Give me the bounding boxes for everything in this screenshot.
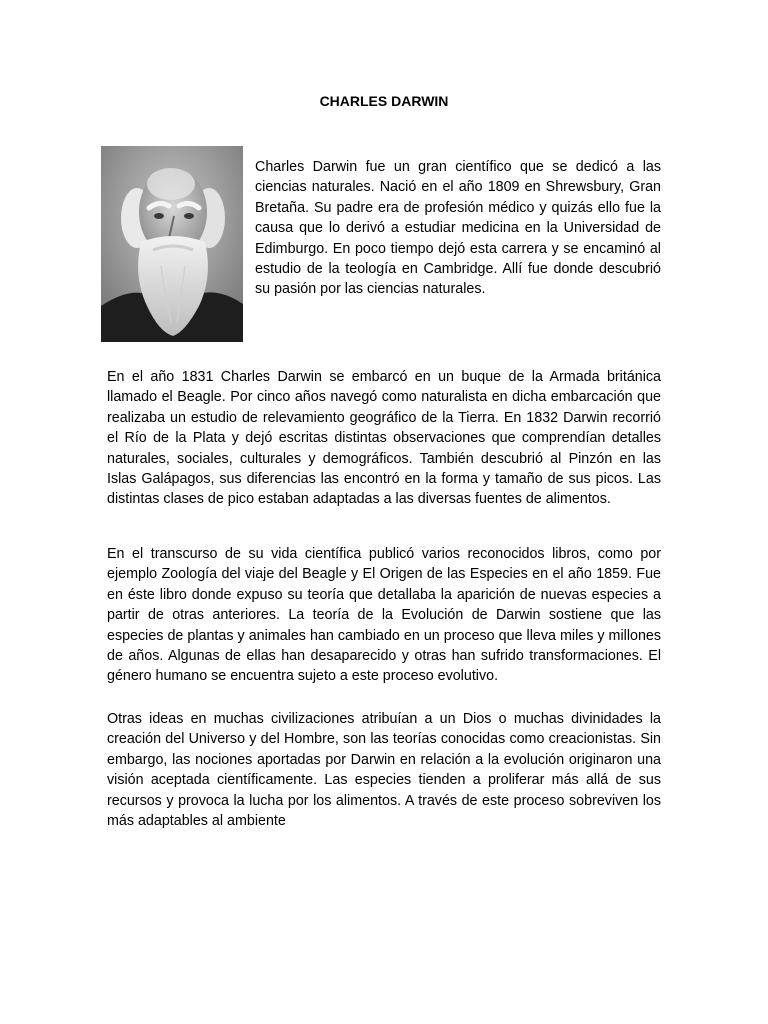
- intro-paragraph: Charles Darwin fue un gran científico que se dedicó a las ciencias naturales. Nació en el año 1809 en Shrewsbury, Gran Bretaña. Su padre era de profesión médico y quizás ello fue la causa que lo derivó a estudiar medicina en la Universidad de Edimburgo. En poco tiempo dejó esta carrera y se encaminó al estudio de la teología en Cambridge. Allí fue donde descubrió su pasión por las ciencias naturales.: [255, 159, 661, 298]
- body-paragraph-3: Otras ideas en muchas civilizaciones atribuían a un Dios o muchas divinidades la creación del Universo y del Hombre, son las teorías conocidas como creacionistas. Sin embargo, las nociones aportadas por Darwin en relación a la evolución originaron una visión aceptada científicamente. Las especies tienden a proliferar más allá de sus recursos y provoca la lucha por los alimentos. A través de este proceso sobreviven los más adaptables al ambiente: [107, 711, 661, 830]
- body-paragraph-2: En el transcurso de su vida científica publicó varios reconocidos libros, como por ejemplo Zoología del viaje del Beagle y El Origen de las Especies en el año 1859. Fue en éste libro donde expuso su teoría que detallaba la aparición de nuevas especies a partir de otras anteriores. La teoría de la Evolución de Darwin sostiene que las especies de plantas y animales han cambiado en un proceso que lleva miles y millones de años. Algunas de ellas han desaparecido y otras han sufrido transformaciones. El género humano se encuentra sujeto a este proceso evolutivo.: [107, 546, 661, 685]
- page-title: CHARLES DARWIN: [319, 93, 449, 109]
- body-paragraph-1: En el año 1831 Charles Darwin se embarcó en un buque de la Armada británica llamado el Beagle. Por cinco años navegó como naturalista en dicha embarcación que realizaba un estudio de relevamiento geográfico de la Tierra. En 1832 Darwin recorrió el Río de la Plata y dejó escritas distintas observaciones que comprendían detalles naturales, sociales, culturales y demográficos. También descubrió al Pinzón en las Islas Galápagos, sus diferencias las encontró en la forma y tamaño de sus picos. Las distintas clases de pico estaban adaptadas a las diversas fuentes de alimentos.: [107, 369, 661, 508]
- darwin-portrait-image: [101, 146, 243, 342]
